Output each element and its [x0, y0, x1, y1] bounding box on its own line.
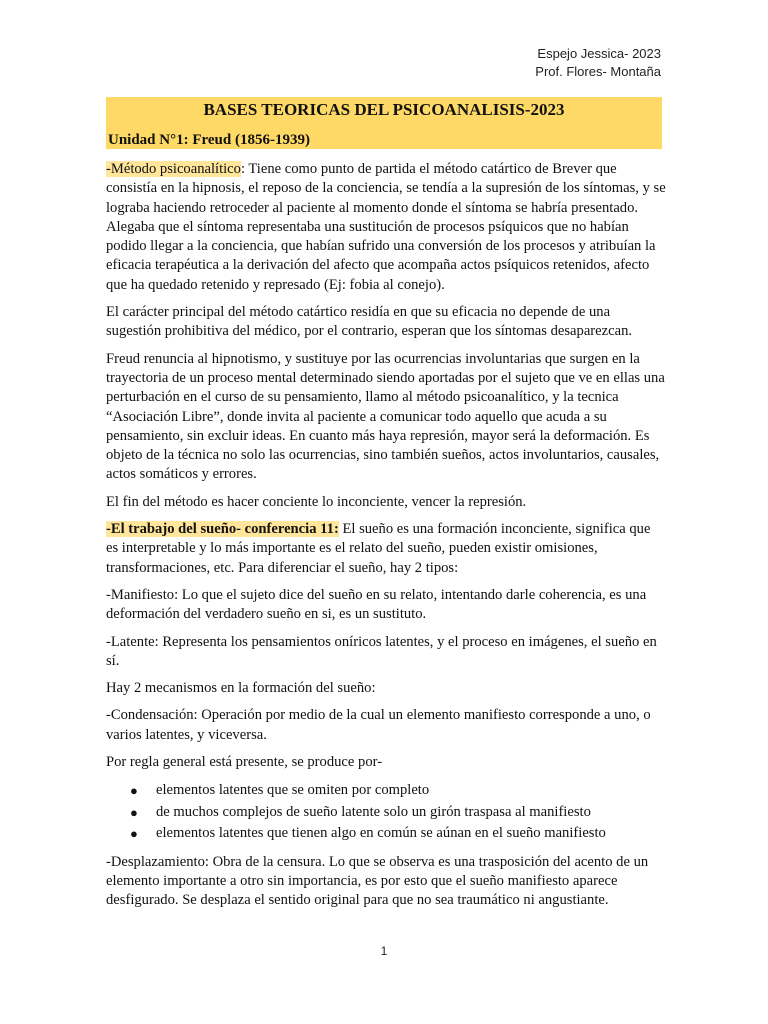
paragraph: Hay 2 mecanismos en la formación del sueño:	[106, 680, 376, 697]
section-label-metodo: -Método psicoanalítico	[106, 161, 241, 177]
page-header	[535, 45, 661, 81]
paragraph-text: : Tiene como punto de partida el método catártico de Brever que consistía en la hipnosis, el reposo de la conciencia, se tendía a la supresión de los síntomas, y se lograba haciendo retroceder al paciente al momento donde el síntoma se habría presentado. Alegaba que el síntoma representaba una sustitución de procesos psíquicos que no habían podido llegar a la conciencia, que habían sufrido una conversión de los procesos y atribuían la eficacia terapéutica a la derivación del afecto que acompaña actos psíquicos retenidos, afecto que ha quedado retenido y represado (Ej: fobia al conejo).	[106, 161, 666, 293]
paragraph: -Desplazamiento: Obra de la censura. Lo que se observa es una trasposición del acento de un elemento importante a otro sin importancia, es por esto que el sueño manifiesto aparece desfigurado. Se desplaza el sentido original para que no sea traumático ni angustiante.	[106, 853, 649, 909]
paragraph: Freud renuncia al hipnotismo, y sustituye por las ocurrencias involuntarias que surgen en la trayectoria de un proceso mental determinado siendo aportadas por el sujeto que ve en ellas una perturbación en el curso de su pensamiento, llamo al método psicoanalítico, y la tecnica “Asociación Libre”, donde invita al paciente a comunicar todo aquello que acuda a su pensamiento, sin excluir ideas. En cuanto más haya represión, mayor será la deformación. Es objeto de la técnica no solo las ocurrencias, sino también sueños, actos involuntarios, causales, actos somáticos y errores.	[106, 350, 665, 483]
paragraph-trabajo-sueno	[106, 520, 666, 578]
list-item	[106, 823, 666, 845]
paragraph: El fin del método es hacer conciente lo inconciente, vencer la represión.	[106, 493, 527, 510]
paragraph: -Latente: Representa los pensamientos oníricos latentes, y el proceso en imágenes, el sueño en sí.	[106, 633, 657, 669]
header-author: Espejo Jessica- 2023	[537, 46, 661, 61]
unit-heading: Unidad N°1: Freud (1856-1939)	[108, 132, 310, 148]
document-title: BASES TEORICAS DEL PSICOANALISIS-2023	[203, 100, 565, 119]
bullet-icon: ●	[130, 826, 138, 842]
list-item-text: elementos latentes que tienen algo en común se aúnan en el sueño manifiesto	[156, 825, 606, 842]
list-item-text: elementos latentes que se omiten por completo	[156, 782, 430, 799]
list-item	[106, 780, 666, 802]
paragraph: -Condensación: Operación por medio de la cual un elemento manifiesto corresponde a uno, o varios latentes, y viceversa.	[106, 707, 651, 743]
bullet-icon: ●	[130, 783, 138, 799]
section-label-trabajo-sueno: -El trabajo del sueño- conferencia 11:	[106, 521, 339, 538]
header-professor: Prof. Flores- Montaña	[535, 64, 661, 79]
list-item-text: de muchos complejos de sueño latente solo un girón traspasa al manifiesto	[156, 803, 591, 820]
paragraph-metodo	[106, 160, 666, 295]
paragraph-text: El sueño es una formación inconciente, significa que es interpretable y lo más importante es el relato del sueño, pueden existir omisiones, transformaciones, etc. Para diferenciar el sueño, hay 2 tipos:	[106, 521, 651, 576]
bullet-icon: ●	[130, 804, 138, 820]
document-body	[106, 160, 666, 919]
page-number: 1	[380, 944, 388, 958]
paragraph: -Manifiesto: Lo que el sujeto dice del sueño en su relato, intentando darle coherencia, es una deformación del verdadero sueño en si, es un sustituto.	[106, 586, 647, 623]
list-item	[106, 802, 666, 824]
bullet-list	[106, 780, 666, 845]
paragraph: El carácter principal del método catártico residía en que su eficacia no depende de una sugestión prohibitiva del médico, por el contrario, esperan que los síntomas desaparezcan.	[106, 304, 633, 340]
paragraph: Por regla general está presente, se produce por-	[106, 754, 383, 771]
